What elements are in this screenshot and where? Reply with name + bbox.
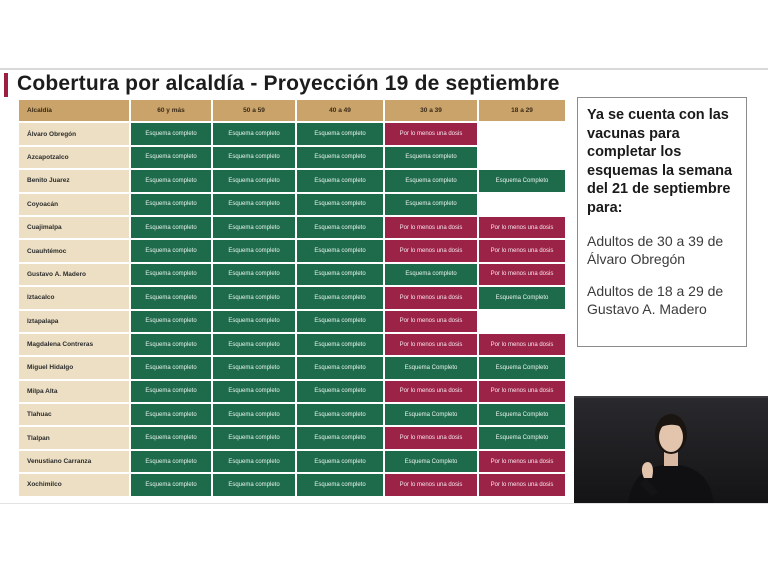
complete-scheme-cell: Esquema completo (213, 217, 295, 238)
alcaldia-name-cell: Venustiano Carranza (19, 451, 129, 472)
complete-scheme-cell: Esquema completo (297, 404, 383, 425)
info-lead-text: Ya se cuenta con las vacunas para completar los esquemas la semana del 21 de septiembre para: (587, 107, 733, 216)
complete-scheme-cell: Esquema completo (213, 427, 295, 448)
complete-scheme-cell: Esquema Completo (385, 404, 477, 425)
bottom-divider (0, 503, 768, 504)
table-row (19, 194, 565, 215)
complete-scheme-cell: Esquema completo (213, 357, 295, 378)
complete-scheme-cell: Esquema completo (297, 147, 383, 168)
complete-scheme-cell: Esquema completo (297, 334, 383, 355)
complete-scheme-cell: Esquema completo (213, 381, 295, 402)
complete-scheme-cell: Esquema completo (213, 264, 295, 285)
empty-cell (479, 194, 565, 215)
complete-scheme-cell: Esquema completo (213, 404, 295, 425)
complete-scheme-cell: Esquema completo (385, 147, 477, 168)
complete-scheme-cell: Esquema Completo (479, 404, 565, 425)
complete-scheme-cell: Esquema completo (213, 311, 295, 332)
column-header: 30 a 39 (385, 100, 477, 121)
complete-scheme-cell: Esquema completo (131, 147, 211, 168)
complete-scheme-cell: Esquema completo (297, 381, 383, 402)
alcaldia-name-cell: Azcapotzalco (19, 147, 129, 168)
complete-scheme-cell: Esquema completo (385, 264, 477, 285)
complete-scheme-cell: Esquema Completo (385, 451, 477, 472)
table-row (19, 427, 565, 448)
column-header: 18 a 29 (479, 100, 565, 121)
table-row (19, 123, 565, 144)
alcaldia-name-cell: Xochimilco (19, 474, 129, 495)
complete-scheme-cell: Esquema completo (297, 427, 383, 448)
interpreter-image (574, 396, 768, 503)
column-header: 50 a 59 (213, 100, 295, 121)
complete-scheme-cell: Esquema completo (385, 194, 477, 215)
complete-scheme-cell: Esquema completo (297, 194, 383, 215)
empty-cell (479, 311, 565, 332)
complete-scheme-cell: Esquema completo (297, 474, 383, 495)
partial-dose-cell: Por lo menos una dosis (385, 311, 477, 332)
complete-scheme-cell: Esquema completo (131, 474, 211, 495)
complete-scheme-cell: Esquema completo (297, 123, 383, 144)
complete-scheme-cell: Esquema completo (213, 170, 295, 191)
complete-scheme-cell: Esquema completo (213, 147, 295, 168)
table-row (19, 404, 565, 425)
partial-dose-cell: Por lo menos una dosis (385, 474, 477, 495)
title-accent-bar (4, 73, 8, 97)
alcaldia-name-cell: Cuajimalpa (19, 217, 129, 238)
partial-dose-cell: Por lo menos una dosis (385, 287, 477, 308)
complete-scheme-cell: Esquema completo (131, 194, 211, 215)
info-item: Adultos de 30 a 39 de Álvaro Obregón (587, 233, 724, 267)
complete-scheme-cell: Esquema completo (131, 334, 211, 355)
complete-scheme-cell: Esquema Completo (479, 427, 565, 448)
alcaldia-name-cell: Tlalpan (19, 427, 129, 448)
partial-dose-cell: Por lo menos una dosis (385, 427, 477, 448)
complete-scheme-cell: Esquema completo (131, 451, 211, 472)
complete-scheme-cell: Esquema completo (213, 451, 295, 472)
complete-scheme-cell: Esquema completo (131, 123, 211, 144)
complete-scheme-cell: Esquema completo (131, 311, 211, 332)
partial-dose-cell: Por lo menos una dosis (479, 451, 565, 472)
complete-scheme-cell: Esquema completo (297, 357, 383, 378)
complete-scheme-cell: Esquema completo (131, 404, 211, 425)
table-row (19, 240, 565, 261)
table-row (19, 147, 565, 168)
partial-dose-cell: Por lo menos una dosis (385, 334, 477, 355)
alcaldia-name-cell: Tlahuac (19, 404, 129, 425)
partial-dose-cell: Por lo menos una dosis (385, 240, 477, 261)
partial-dose-cell: Por lo menos una dosis (479, 474, 565, 495)
complete-scheme-cell: Esquema completo (297, 264, 383, 285)
complete-scheme-cell: Esquema completo (131, 264, 211, 285)
complete-scheme-cell: Esquema completo (213, 474, 295, 495)
complete-scheme-cell: Esquema completo (131, 217, 211, 238)
alcaldia-name-cell: Benito Juarez (19, 170, 129, 191)
partial-dose-cell: Por lo menos una dosis (479, 381, 565, 402)
partial-dose-cell: Por lo menos una dosis (479, 264, 565, 285)
page-title: Cobertura por alcaldía - Proyección 19 de septiembre (17, 72, 560, 95)
complete-scheme-cell: Esquema completo (131, 170, 211, 191)
partial-dose-cell: Por lo menos una dosis (479, 240, 565, 261)
alcaldia-name-cell: Gustavo A. Madero (19, 264, 129, 285)
alcaldia-name-cell: Iztacalco (19, 287, 129, 308)
table-header-row (19, 100, 565, 121)
complete-scheme-cell: Esquema completo (297, 170, 383, 191)
partial-dose-cell: Por lo menos una dosis (385, 217, 477, 238)
complete-scheme-cell: Esquema Completo (479, 170, 565, 191)
complete-scheme-cell: Esquema Completo (479, 287, 565, 308)
complete-scheme-cell: Esquema completo (297, 451, 383, 472)
complete-scheme-cell: Esquema completo (213, 123, 295, 144)
alcaldia-name-cell: Álvaro Obregón (19, 123, 129, 144)
table-row (19, 170, 565, 191)
complete-scheme-cell: Esquema completo (297, 311, 383, 332)
coverage-table (17, 98, 567, 498)
partial-dose-cell: Por lo menos una dosis (385, 381, 477, 402)
complete-scheme-cell: Esquema completo (297, 240, 383, 261)
table-row (19, 217, 565, 238)
alcaldia-name-cell: Magdalena Contreras (19, 334, 129, 355)
table-row (19, 311, 565, 332)
empty-cell (479, 147, 565, 168)
table-row (19, 357, 565, 378)
table-row (19, 264, 565, 285)
column-header: Alcaldía (19, 100, 129, 121)
sign-language-interpreter-video (574, 396, 768, 503)
complete-scheme-cell: Esquema completo (213, 194, 295, 215)
complete-scheme-cell: Esquema completo (131, 381, 211, 402)
complete-scheme-cell: Esquema completo (213, 334, 295, 355)
partial-dose-cell: Por lo menos una dosis (385, 123, 477, 144)
column-header: 60 y más (131, 100, 211, 121)
column-header: 40 a 49 (297, 100, 383, 121)
complete-scheme-cell: Esquema completo (213, 287, 295, 308)
alcaldia-name-cell: Milpa Alta (19, 381, 129, 402)
complete-scheme-cell: Esquema completo (297, 217, 383, 238)
complete-scheme-cell: Esquema completo (131, 287, 211, 308)
alcaldia-name-cell: Iztapalapa (19, 311, 129, 332)
alcaldia-name-cell: Miguel Hidalgo (19, 357, 129, 378)
alcaldia-name-cell: Cuauhtémoc (19, 240, 129, 261)
complete-scheme-cell: Esquema completo (131, 427, 211, 448)
empty-cell (479, 123, 565, 144)
table-row (19, 381, 565, 402)
complete-scheme-cell: Esquema completo (131, 357, 211, 378)
table-row (19, 474, 565, 495)
partial-dose-cell: Por lo menos una dosis (479, 217, 565, 238)
complete-scheme-cell: Esquema Completo (385, 357, 477, 378)
table-row (19, 287, 565, 308)
top-blank-area (0, 0, 768, 68)
complete-scheme-cell: Esquema Completo (479, 357, 565, 378)
table-row (19, 334, 565, 355)
partial-dose-cell: Por lo menos una dosis (479, 334, 565, 355)
table-row (19, 451, 565, 472)
info-item: Adultos de 18 a 29 de Gustavo A. Madero (587, 283, 724, 317)
complete-scheme-cell: Esquema completo (131, 240, 211, 261)
complete-scheme-cell: Esquema completo (297, 287, 383, 308)
info-box (577, 97, 747, 347)
complete-scheme-cell: Esquema completo (385, 170, 477, 191)
complete-scheme-cell: Esquema completo (213, 240, 295, 261)
alcaldia-name-cell: Coyoacán (19, 194, 129, 215)
